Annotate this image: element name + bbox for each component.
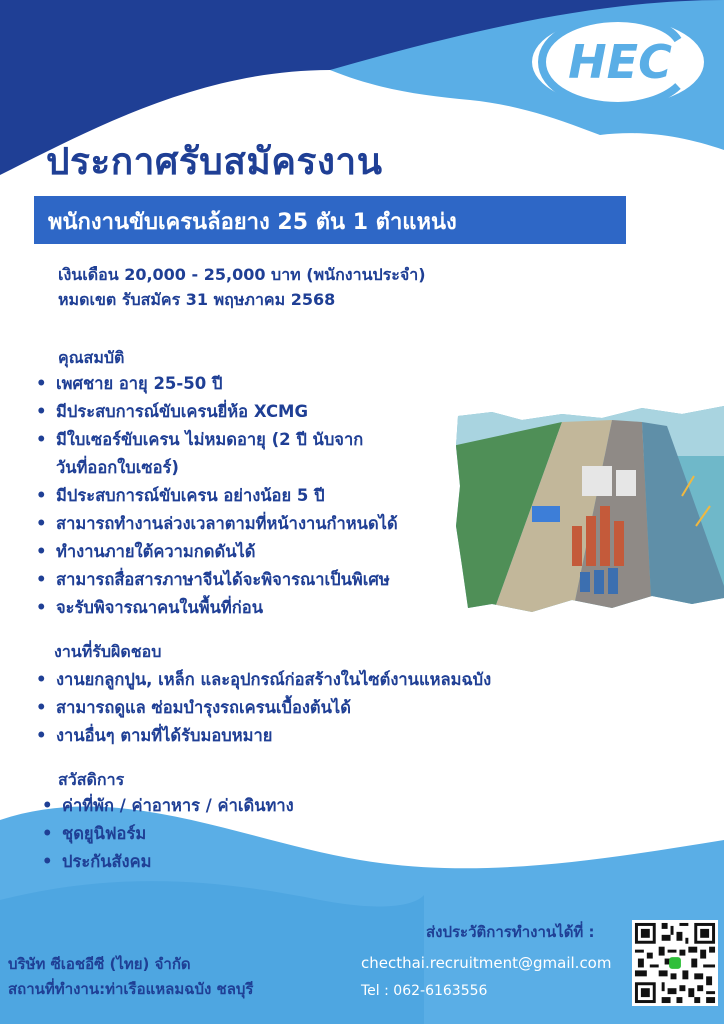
benefits-list [40, 792, 294, 876]
salary-text: เงินเดือน 20,000 - 25,000 บาท (พนักงานประจำ) [58, 265, 426, 284]
workplace-text: สถานที่ทำงาน:ท่าเรือแหลมฉบัง ชลบุรี [8, 980, 254, 998]
contact-heading: ส่งประวัติการทำงานได้ที่ : [426, 923, 595, 941]
responsibilities-list [34, 666, 491, 750]
list-item: • สามารถดูแล ซ่อมบำรุงรถเครนเบื้องต้นได้ [34, 694, 491, 722]
list-item: • จะรับพิจารณาคนในพื้นที่ก่อน [34, 594, 398, 622]
hec-logo [528, 12, 708, 112]
qr-code[interactable] [632, 920, 718, 1006]
position-title: พนักงานขับเครนล้อยาง 25 ตัน 1 ตำแหน่ง [48, 210, 457, 235]
list-item: • ทำงานภายใต้ความกดดันได้ [34, 538, 398, 566]
list-item: • สามารถทำงานล่วงเวลาตามที่หน้างานกำหนดได้ [34, 510, 398, 538]
responsibilities-heading: งานที่รับผิดชอบ [54, 642, 162, 661]
position-banner [34, 196, 626, 244]
list-item: • มีประสบการณ์ขับเครน อย่างน้อย 5 ปี [34, 482, 398, 510]
benefits-heading: สวัสดิการ [58, 770, 125, 789]
list-item-continuation: วันที่ออกใบเซอร์) [56, 458, 179, 477]
logo-text: HEC [568, 35, 672, 89]
company-name: บริษัท ซีเอชอีซี (ไทย) จำกัด [8, 955, 191, 973]
list-item: • ประกันสังคม [40, 848, 294, 876]
list-item: • มีใบเซอร์ขับเครน ไม่หมดอายุ (2 ปี นับจาก [34, 426, 398, 454]
list-item: • เพศชาย อายุ 25-50 ปี [34, 370, 398, 398]
email-link[interactable]: checthai.recruitment@gmail.com [361, 954, 612, 972]
deadline-text: หมดเขต รับสมัคร 31 พฤษภาคม 2568 [58, 290, 336, 309]
phone-number[interactable]: Tel : 062-6163556 [361, 983, 488, 999]
list-item: • สามารถสื่อสารภาษาจีนได้จะพิจารณาเป็นพิเศษ [34, 566, 398, 594]
qualifications-list [34, 370, 398, 622]
port-aerial-photo [452, 386, 724, 616]
list-item: • งานยกลูกปูน, เหล็ก และอุปกรณ์ก่อสร้างในไซต์งานแหลมฉบัง [34, 666, 491, 694]
qualifications-heading: คุณสมบัติ [58, 348, 125, 367]
list-item: • ค่าที่พัก / ค่าอาหาร / ค่าเดินทาง [40, 792, 294, 820]
page-title: ประกาศรับสมัครงาน [46, 140, 383, 183]
list-item: • มีประสบการณ์ขับเครนยี่ห้อ XCMG [34, 398, 398, 426]
job-info [58, 262, 426, 312]
list-item: • งานอื่นๆ ตามที่ได้รับมอบหมาย [34, 722, 491, 750]
list-item: • ชุดยูนิฟอร์ม [40, 820, 294, 848]
